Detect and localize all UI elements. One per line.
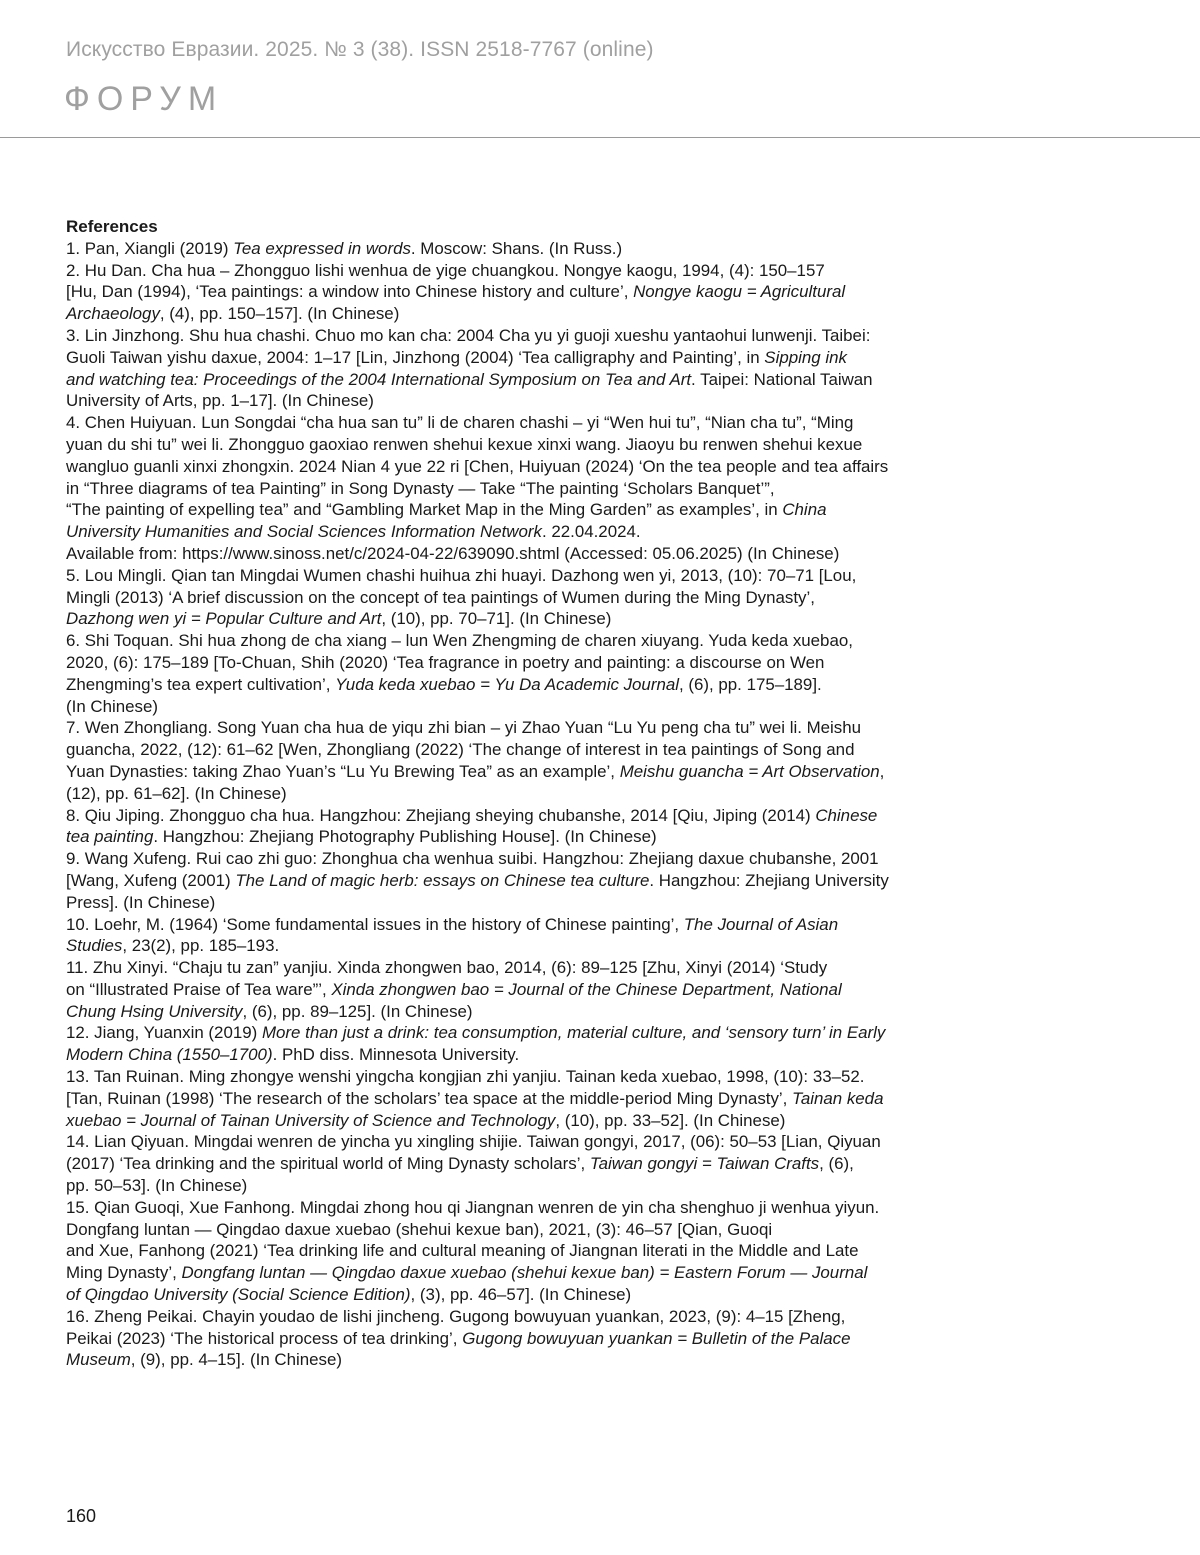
reference-item: [66, 565, 966, 630]
reference-italic-title: Nongye kaogu = Agricultural Archaeology: [66, 282, 846, 324]
reference-italic-title: Dazhong wen yi = Popular Culture and Art: [66, 609, 382, 629]
journal-citation: Искусство Евразии. 2025. № 3 (38). ISSN 2518-7767 (online): [66, 38, 654, 61]
reference-item: [66, 848, 966, 913]
reference-item: [66, 1066, 966, 1131]
reference-italic-title: Gugong bowuyuan yuankan = Bulletin of the Palace Museum: [66, 1328, 851, 1370]
reference-item: [66, 914, 966, 958]
reference-italic-title: Taiwan gongyi = Taiwan Crafts: [589, 1154, 820, 1174]
reference-text: , (10), pp. 70–71]. (In Chinese): [381, 609, 612, 629]
reference-text: 2. Hu Dan. Cha hua – Zhongguo lishi wenhua de yige chuangkou. Nongye kaogu, 1994, (4): 150–157 [Hu, Dan (1994), ‘Tea paintings: a window into Chinese history and culture’,: [66, 260, 825, 302]
reference-italic-title: More than just a drink: tea consumption, material culture, and ‘sensory turn’ in Early Modern China (1550–1700): [66, 1023, 886, 1065]
header-divider: [0, 137, 1200, 138]
reference-text: 10. Loehr, M. (1964) ‘Some fundamental issues in the history of Chinese painting’,: [66, 914, 684, 934]
reference-item: [66, 260, 966, 325]
reference-text: 12. Jiang, Yuanxin (2019): [66, 1023, 262, 1043]
reference-text: 1. Pan, Xiangli (2019): [66, 238, 234, 258]
reference-italic-title: Tea expressed in words: [233, 238, 411, 258]
reference-item: [66, 325, 966, 412]
reference-text: , (12), pp. 61–62]. (In Chinese): [66, 761, 885, 803]
reference-text: . Hangzhou: Zhejiang University Press]. (In Chinese): [66, 870, 889, 912]
references-section: [66, 216, 966, 1371]
reference-text: , (6), pp. 89–125]. (In Chinese): [242, 1001, 473, 1021]
reference-text: 15. Qian Guoqi, Xue Fanhong. Mingdai zhong hou qi Jiangnan wenren de yin cha shenghuo ji wenhua yiyun. Dongfang luntan — Qingdao daxue xuebao (shehui kexue ban), 2021, (3): 46–57 [Qian, Guoqi and Xue, Fanhong (2021) ‘Tea drinking life and cultural meaning of Jiangnan literati in the Middle and Late Ming Dynasty’,: [66, 1197, 880, 1283]
reference-italic-title: Tainan keda xuebao = Journal of Tainan University of Science and Technology: [66, 1088, 884, 1130]
reference-item: [66, 1022, 966, 1066]
reference-text: . 22.04.2024. Available from: https://www.sinoss.net/c/2024-04-22/639090.shtml (Accessed: 05.06.2025) (In Chinese): [66, 522, 840, 563]
reference-italic-title: Xinda zhongwen bao = Journal of the Chinese Department, National Chung Hsing University: [66, 979, 842, 1021]
reference-italic-title: Yuda keda xuebao = Yu Da Academic Journal: [335, 674, 679, 694]
reference-text: 6. Shi Toquan. Shi hua zhong de cha xiang – lun Wen Zhengming de charen xiuyang. Yuda keda xuebao, 2020, (6): 175–189 [To-Chuan, Shih (2020) ‘Tea fragrance in poetry and painting: a discourse on Wen Zhengming’s tea expert cultivation’,: [66, 631, 853, 694]
reference-text: 9. Wang Xufeng. Rui cao zhi guo: Zhonghua cha wenhua suibi. Hangzhou: Zhejiang daxue chubanshe, 2001 [Wang, Xufeng (2001): [66, 849, 879, 890]
reference-text: . Taipei: National Taiwan University of Arts, pp. 1–17]. (In Chinese): [66, 369, 873, 411]
reference-item: [66, 1306, 966, 1371]
reference-text: 4. Chen Huiyuan. Lun Songdai “cha hua san tu” li de charen chashi – yi “Wen hui tu”, “Nian cha tu”, “Ming yuan du shi tu” wei li. Zhongguo gaoxiao renwen shehui kexue xinxi wang. Jiaoyu bu renwen shehui kexue wangluo guanli xinxi zhongxin. 2024 Nian 4 yue 22 ri [Chen, Huiyuan (2024) ‘On the tea people and tea affairs in “Three diagrams of tea Painting” in Song Dynasty — Take “The painting ‘Scholars Banquet’”, “The painting of expelling tea” and “Gambling Market Map in the Ming Garden” as examples’, in: [66, 413, 889, 520]
page-number: 160: [66, 1506, 97, 1526]
references-list: [66, 238, 966, 1371]
reference-item: [66, 238, 966, 260]
reference-text: , (4), pp. 150–157]. (In Chinese): [159, 304, 400, 324]
reference-text: , 23(2), pp. 185–193.: [122, 936, 280, 956]
reference-italic-title: The Journal of Asian Studies: [66, 914, 839, 956]
reference-text: , (10), pp. 33–52]. (In Chinese): [555, 1110, 786, 1130]
reference-item: [66, 630, 966, 717]
reference-italic-title: China University Humanities and Social Sciences Information Network: [66, 500, 827, 542]
reference-text: , (9), pp. 4–15]. (In Chinese): [130, 1350, 343, 1370]
reference-text: 5. Lou Mingli. Qian tan Mingdai Wumen chashi huihua zhi huayi. Dazhong wen yi, 2013, (10): 70–71 [Lou, Mingli (2013) ‘A brief discussion on the concept of tea paintings of Wumen during the Ming Dynasty’,: [66, 565, 857, 607]
reference-text: . Hangzhou: Zhejiang Photography Publishing House]. (In Chinese): [153, 827, 657, 847]
reference-item: [66, 1197, 966, 1306]
section-title: ФОРУМ: [64, 80, 224, 118]
reference-text: 14. Lian Qiyuan. Mingdai wenren de yincha yu xingling shijie. Taiwan gongyi, 2017, (06): 50–53 [Lian, Qiyuan (2017) ‘Tea drinking and the spiritual world of Ming Dynasty scholars’,: [66, 1132, 881, 1174]
reference-item: [66, 957, 966, 1022]
reference-italic-title: Meishu guancha = Art Observation: [619, 761, 880, 781]
reference-text: . PhD diss. Minnesota University.: [272, 1045, 520, 1065]
reference-text: , (6), pp. 50–53]. (In Chinese): [66, 1154, 854, 1196]
reference-italic-title: Sipping ink and watching tea: Proceedings of the 2004 International Symposium on Tea and Art: [66, 347, 847, 389]
references-heading: References: [66, 217, 158, 236]
reference-text: 8. Qiu Jiping. Zhongguo cha hua. Hangzhou: Zhejiang sheying chubanshe, 2014 [Qiu, Jiping (2014): [66, 805, 816, 825]
reference-text: 13. Tan Ruinan. Ming zhongye wenshi yingcha kongjian zhi yanjiu. Tainan keda xuebao, 1998, (10): 33–52. [Tan, Ruinan (1998) ‘The research of the scholars’ tea space at the middle-period Ming Dynasty’,: [66, 1067, 865, 1108]
reference-item: [66, 1131, 966, 1196]
reference-text: 11. Zhu Xinyi. “Chaju tu zan” yanjiu. Xinda zhongwen bao, 2014, (6): 89–125 [Zhu, Xinyi (2014) ‘Study on “Illustrated Praise of Tea ware”’,: [66, 958, 828, 999]
reference-text: 7. Wen Zhongliang. Song Yuan cha hua de yiqu zhi bian – yi Zhao Yuan “Lu Yu peng cha tu” wei li. Meishu guancha, 2022, (12): 61–62 [Wen, Zhongliang (2022) ‘The change of interest in tea paintings of Song and Yuan Dynasties: taking Zhao Yuan’s “Lu Yu Brewing Tea” as an example’,: [66, 718, 862, 781]
reference-text: , (6), pp. 175–189]. (In Chinese): [66, 674, 822, 716]
reference-text: 16. Zheng Peikai. Chayin youdao de lishi jincheng. Gugong bowuyuan yuankan, 2023, (9): 4–15 [Zheng, Peikai (2023) ‘The historical process of tea drinking’,: [66, 1306, 846, 1348]
reference-text: . Moscow: Shans. (In Russ.): [410, 238, 623, 258]
reference-text: , (3), pp. 46–57]. (In Chinese): [410, 1285, 632, 1305]
reference-italic-title: Chinese tea painting: [66, 805, 878, 847]
reference-item: [66, 717, 966, 804]
reference-italic-title: Dongfang luntan — Qingdao daxue xuebao (shehui kexue ban) = Eastern Forum — Journal of Qingdao University (Social Science Edition): [66, 1263, 868, 1305]
reference-item: [66, 805, 966, 849]
reference-item: [66, 412, 966, 565]
reference-italic-title: The Land of magic herb: essays on Chinese tea culture: [235, 870, 650, 890]
reference-text: 3. Lin Jinzhong. Shu hua chashi. Chuo mo kan cha: 2004 Cha yu yi guoji xueshu yantaohui lunwenji. Taibei: Guoli Taiwan yishu daxue, 2004: 1–17 [Lin, Jinzhong (2004) ‘Tea calligraphy and Painting’, in: [66, 325, 871, 367]
